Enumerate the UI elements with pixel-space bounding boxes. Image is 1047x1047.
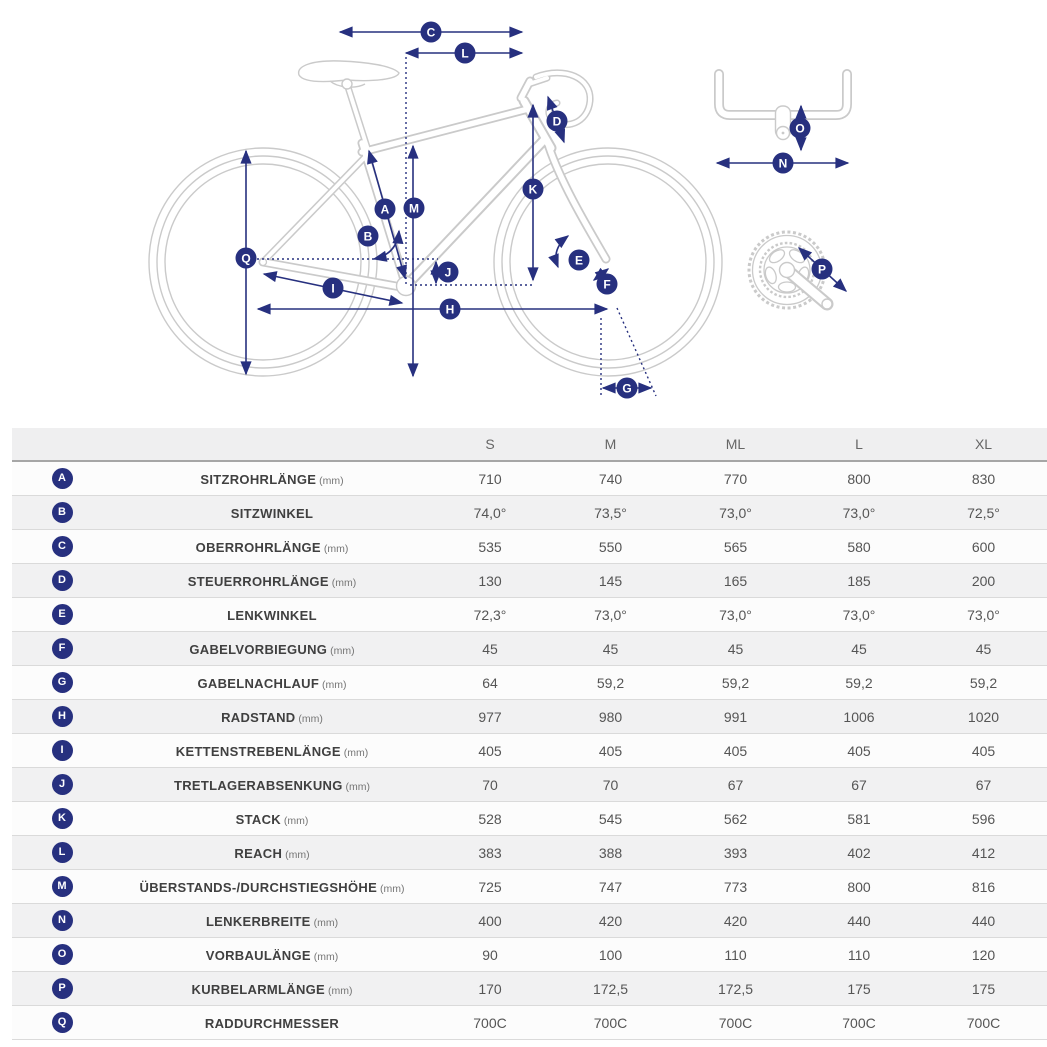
measurement-label-cell bbox=[112, 598, 432, 632]
measurement-label-cell bbox=[112, 564, 432, 598]
value-O-M: 100 bbox=[548, 938, 673, 972]
value-Q-M: 700C bbox=[548, 1006, 673, 1040]
row-letter-badge-N: N bbox=[52, 910, 73, 931]
diagram-badge-letter-F: F bbox=[603, 277, 611, 292]
geometry-row-C bbox=[12, 530, 1047, 564]
row-letter-badge-E: E bbox=[52, 604, 73, 625]
measurement-label-cell bbox=[112, 632, 432, 666]
value-E-M: 73,0° bbox=[548, 598, 673, 632]
pedal-hole bbox=[822, 299, 832, 309]
value-D-XL: 200 bbox=[920, 564, 1047, 598]
value-A-M: 740 bbox=[598, 470, 623, 487]
value-G-XL: 59,2 bbox=[920, 666, 1047, 700]
measurement-label-cell bbox=[112, 496, 432, 530]
value-D-S: 130 bbox=[432, 564, 548, 598]
measurement-label-cell bbox=[112, 836, 432, 870]
value-Q-S: 700C bbox=[432, 1006, 548, 1040]
value-E-ML: 73,0° bbox=[673, 598, 798, 632]
value-A-S: 710 bbox=[478, 470, 502, 487]
badge-cell bbox=[12, 836, 112, 870]
geometry-row-Q bbox=[12, 1006, 1047, 1040]
measurement-label: ÜBERSTANDS-/DURCHSTIEGSHÖHE bbox=[139, 879, 378, 895]
value-H-ML: 991 bbox=[673, 700, 798, 734]
measurement-unit: (mm) bbox=[319, 678, 347, 691]
value-G-S: 64 bbox=[432, 666, 548, 700]
measurement-label: RADDURCHMESSER bbox=[204, 1015, 340, 1031]
diagram-badge-letter-P: P bbox=[817, 262, 827, 277]
value-L-XL: 412 bbox=[920, 836, 1047, 870]
geometry-row-B bbox=[12, 496, 1047, 530]
value-B-XL: 72,5° bbox=[920, 496, 1047, 530]
value-K-L: 581 bbox=[798, 802, 920, 836]
value-N-XL: 440 bbox=[920, 904, 1047, 938]
badge-cell bbox=[12, 564, 112, 598]
measurement-label-cell bbox=[112, 972, 432, 1006]
diagram-badge-letter-I: I bbox=[331, 281, 335, 296]
bike-geometry-diagram bbox=[0, 0, 1047, 420]
value-C-XL: 600 bbox=[920, 530, 1047, 564]
badge-cell bbox=[12, 598, 112, 632]
geometry-row-I bbox=[12, 734, 1047, 768]
badge-cell bbox=[12, 734, 112, 768]
size-column-header-ml: ML bbox=[673, 428, 798, 461]
value-I-M: 405 bbox=[548, 734, 673, 768]
value-L-ML: 393 bbox=[673, 836, 798, 870]
value-I-S: 405 bbox=[432, 734, 548, 768]
measurement-unit: (mm) bbox=[295, 712, 323, 725]
value-N-S: 400 bbox=[432, 904, 548, 938]
measurement-label-cell bbox=[112, 938, 432, 972]
measurement-unit: (mm) bbox=[340, 746, 369, 759]
header-spacer-badge bbox=[12, 428, 112, 461]
badge-cell bbox=[12, 496, 112, 530]
measurement-unit: (mm) bbox=[377, 882, 405, 895]
bike-side-view bbox=[149, 61, 722, 376]
measurement-label-cell bbox=[112, 700, 432, 734]
value-B-ML: 73,0° bbox=[673, 496, 798, 530]
value-J-S: 70 bbox=[432, 768, 548, 802]
measurement-label-cell bbox=[112, 1006, 432, 1040]
geometry-row-L bbox=[12, 836, 1047, 870]
row-letter-badge-L: L bbox=[52, 842, 73, 863]
measurement-label-cell bbox=[112, 734, 432, 768]
geometry-row-J bbox=[12, 768, 1047, 802]
measurement-label: KETTENSTREBENLÄNGE bbox=[175, 743, 341, 759]
value-I-ML: 405 bbox=[673, 734, 798, 768]
measurement-unit: (mm) bbox=[327, 644, 355, 657]
value-K-M: 545 bbox=[548, 802, 673, 836]
badge-cell bbox=[12, 870, 112, 904]
diagram-badge-letter-N: N bbox=[778, 156, 788, 171]
value-O-XL: 120 bbox=[920, 938, 1047, 972]
measurement-label: SITZROHRLÄNGE bbox=[200, 471, 317, 487]
measurement-unit: (mm) bbox=[342, 780, 371, 793]
measurement-label: GABELVORBIEGUNG bbox=[189, 641, 328, 657]
value-F-ML: 45 bbox=[673, 632, 798, 666]
row-letter-badge-K: K bbox=[52, 808, 73, 829]
value-F-S: 45 bbox=[432, 632, 548, 666]
diagram-badge-letter-Q: Q bbox=[241, 251, 251, 266]
measurement-label-cell bbox=[112, 530, 432, 564]
measurement-unit: (mm) bbox=[328, 576, 357, 589]
diagram-badge-letter-O: O bbox=[795, 121, 805, 136]
reference-dotted-lines bbox=[252, 57, 656, 396]
geometry-row-K bbox=[12, 802, 1047, 836]
measurement-label: OBERROHRLÄNGE bbox=[195, 539, 321, 555]
measurement-label: SITZWINKEL bbox=[230, 505, 314, 521]
value-E-XL: 73,0° bbox=[920, 598, 1047, 632]
value-P-M: 172,5 bbox=[548, 972, 673, 1006]
value-H-S: 977 bbox=[432, 700, 548, 734]
diagram-badge-letter-B: B bbox=[363, 229, 373, 244]
value-F-M: 45 bbox=[548, 632, 673, 666]
geometry-row-N bbox=[12, 904, 1047, 938]
size-column-header-xl: XL bbox=[920, 428, 1047, 461]
geometry-row-H bbox=[12, 700, 1047, 734]
value-K-XL: 596 bbox=[920, 802, 1047, 836]
row-letter-badge-I: I bbox=[52, 740, 73, 761]
value-I-XL: 405 bbox=[920, 734, 1047, 768]
measurement-unit: (mm) bbox=[280, 814, 309, 827]
value-O-L: 110 bbox=[798, 938, 920, 972]
row-letter-badge-M: M bbox=[52, 876, 73, 897]
geometry-row-P bbox=[12, 972, 1047, 1006]
geometry-table-head-row bbox=[12, 428, 1047, 461]
badge-cell bbox=[12, 802, 112, 836]
value-C-L: 580 bbox=[798, 530, 920, 564]
handlebar-top-view bbox=[719, 74, 847, 140]
value-K-ML: 562 bbox=[673, 802, 798, 836]
diagram-badge-letter-A: A bbox=[380, 202, 390, 217]
value-B-L: 73,0° bbox=[798, 496, 920, 530]
value-M-ML: 773 bbox=[673, 870, 798, 904]
value-M-S: 725 bbox=[432, 870, 548, 904]
row-letter-badge-F: F bbox=[52, 638, 73, 659]
size-column-header-l: L bbox=[798, 428, 920, 461]
measurement-label-cell bbox=[112, 461, 432, 496]
value-M-L: 800 bbox=[798, 870, 920, 904]
measurement-label: TRETLAGERABSENKUNG bbox=[173, 777, 343, 793]
badge-cell bbox=[12, 461, 112, 496]
value-K-S: 528 bbox=[432, 802, 548, 836]
value-M-XL: 816 bbox=[920, 870, 1047, 904]
badge-cell bbox=[12, 530, 112, 564]
row-letter-badge-H: H bbox=[52, 706, 73, 727]
measurement-unit: (mm) bbox=[320, 542, 349, 555]
value-A-L: 800 bbox=[847, 470, 871, 487]
size-column-header-s: S bbox=[432, 428, 548, 461]
value-L-M: 388 bbox=[548, 836, 673, 870]
measurement-unit: (mm) bbox=[325, 984, 353, 997]
value-F-XL: 45 bbox=[920, 632, 1047, 666]
value-C-M: 550 bbox=[548, 530, 673, 564]
value-A-XL: 830 bbox=[971, 470, 996, 487]
row-letter-badge-A: A bbox=[52, 468, 73, 489]
geometry-row-O bbox=[12, 938, 1047, 972]
value-D-L: 185 bbox=[798, 564, 920, 598]
geometry-row-M bbox=[12, 870, 1047, 904]
diagram-badge-letter-G: G bbox=[622, 381, 632, 396]
saddle bbox=[299, 61, 399, 82]
value-J-ML: 67 bbox=[673, 768, 798, 802]
measurement-label-cell bbox=[112, 870, 432, 904]
measurement-unit: (mm) bbox=[310, 916, 339, 929]
diagram-badge-letter-C: C bbox=[426, 25, 436, 40]
value-B-M: 73,5° bbox=[548, 496, 673, 530]
measurement-label-cell bbox=[112, 904, 432, 938]
value-D-ML: 165 bbox=[673, 564, 798, 598]
value-P-XL: 175 bbox=[920, 972, 1047, 1006]
arrow-E-head-angle bbox=[556, 236, 568, 267]
value-L-L: 402 bbox=[798, 836, 920, 870]
measurement-label: STACK bbox=[235, 811, 281, 827]
value-Q-XL: 700C bbox=[920, 1006, 1047, 1040]
value-G-L: 59,2 bbox=[798, 666, 920, 700]
value-O-S: 90 bbox=[432, 938, 548, 972]
value-Q-ML: 700C bbox=[673, 1006, 798, 1040]
measurement-unit: (mm) bbox=[310, 950, 339, 963]
measurement-unit: (mm) bbox=[282, 848, 310, 861]
geometry-row-E bbox=[12, 598, 1047, 632]
row-letter-badge-J: J bbox=[52, 774, 73, 795]
badge-cell bbox=[12, 904, 112, 938]
diagram-badge-letter-L: L bbox=[461, 46, 469, 61]
row-letter-badge-P: P bbox=[52, 978, 73, 999]
value-I-L: 405 bbox=[798, 734, 920, 768]
geometry-row-A bbox=[12, 461, 1047, 496]
badge-cell bbox=[12, 1006, 112, 1040]
value-E-S: 72,3° bbox=[432, 598, 548, 632]
diagram-badge-letter-K: K bbox=[528, 182, 538, 197]
measurement-label-cell bbox=[112, 768, 432, 802]
value-P-ML: 172,5 bbox=[673, 972, 798, 1006]
value-G-ML: 59,2 bbox=[673, 666, 798, 700]
badge-cell bbox=[12, 768, 112, 802]
badge-cell bbox=[12, 972, 112, 1006]
measurement-unit: (mm) bbox=[316, 474, 344, 487]
value-H-L: 1006 bbox=[798, 700, 920, 734]
geometry-row-G bbox=[12, 666, 1047, 700]
value-N-M: 420 bbox=[548, 904, 673, 938]
value-H-M: 980 bbox=[548, 700, 673, 734]
saddle-clamp bbox=[342, 79, 352, 89]
row-letter-badge-O: O bbox=[52, 944, 73, 965]
value-P-L: 175 bbox=[798, 972, 920, 1006]
badge-cell bbox=[12, 700, 112, 734]
value-E-L: 73,0° bbox=[798, 598, 920, 632]
geometry-table bbox=[12, 428, 1047, 1040]
size-column-header-m: M bbox=[548, 428, 673, 461]
geometry-diagram-svg bbox=[0, 0, 1047, 420]
measurement-label: RADSTAND bbox=[221, 709, 296, 725]
value-H-XL: 1020 bbox=[920, 700, 1047, 734]
measurement-label-cell bbox=[112, 666, 432, 700]
value-J-M: 70 bbox=[548, 768, 673, 802]
row-letter-badge-D: D bbox=[52, 570, 73, 591]
row-letter-badge-B: B bbox=[52, 502, 73, 523]
value-N-ML: 420 bbox=[673, 904, 798, 938]
measurement-label: GABELNACHLAUF bbox=[197, 675, 320, 691]
value-Q-L: 700C bbox=[798, 1006, 920, 1040]
value-O-ML: 110 bbox=[673, 938, 798, 972]
value-P-S: 170 bbox=[432, 972, 548, 1006]
measurement-label: LENKERBREITE bbox=[205, 913, 311, 929]
value-F-L: 45 bbox=[798, 632, 920, 666]
row-letter-badge-Q: Q bbox=[52, 1012, 73, 1033]
value-D-M: 145 bbox=[548, 564, 673, 598]
geometry-row-D bbox=[12, 564, 1047, 598]
value-L-S: 383 bbox=[432, 836, 548, 870]
value-N-L: 440 bbox=[798, 904, 920, 938]
measurement-label: LENKWINKEL bbox=[227, 607, 317, 623]
value-J-L: 67 bbox=[798, 768, 920, 802]
diagram-badge-letter-J: J bbox=[444, 265, 452, 280]
diagram-badge-letter-H: H bbox=[445, 302, 455, 317]
value-C-ML: 565 bbox=[673, 530, 798, 564]
value-B-S: 74,0° bbox=[432, 496, 548, 530]
measurement-label: STEUERROHRLÄNGE bbox=[187, 573, 329, 589]
value-G-M: 59,2 bbox=[548, 666, 673, 700]
value-J-XL: 67 bbox=[920, 768, 1047, 802]
row-letter-badge-C: C bbox=[52, 536, 73, 557]
diagram-badge-letter-M: M bbox=[409, 201, 419, 216]
badge-cell bbox=[12, 938, 112, 972]
badge-cell bbox=[12, 666, 112, 700]
diagram-badge-letter-E: E bbox=[574, 253, 584, 268]
value-M-M: 747 bbox=[548, 870, 673, 904]
measurement-label: KURBELARMLÄNGE bbox=[191, 981, 326, 997]
geometry-table-body bbox=[12, 461, 1047, 1040]
geometry-row-F bbox=[12, 632, 1047, 666]
badge-cell bbox=[12, 632, 112, 666]
value-C-S: 535 bbox=[432, 530, 548, 564]
value-A-ML: 770 bbox=[723, 470, 748, 487]
diagram-badge-letter-D: D bbox=[552, 114, 562, 129]
measurement-label-cell bbox=[112, 802, 432, 836]
header-spacer-label bbox=[112, 428, 432, 461]
measurement-label: REACH bbox=[234, 845, 283, 861]
row-letter-badge-G: G bbox=[52, 672, 73, 693]
measurement-label: VORBAULÄNGE bbox=[205, 947, 311, 963]
